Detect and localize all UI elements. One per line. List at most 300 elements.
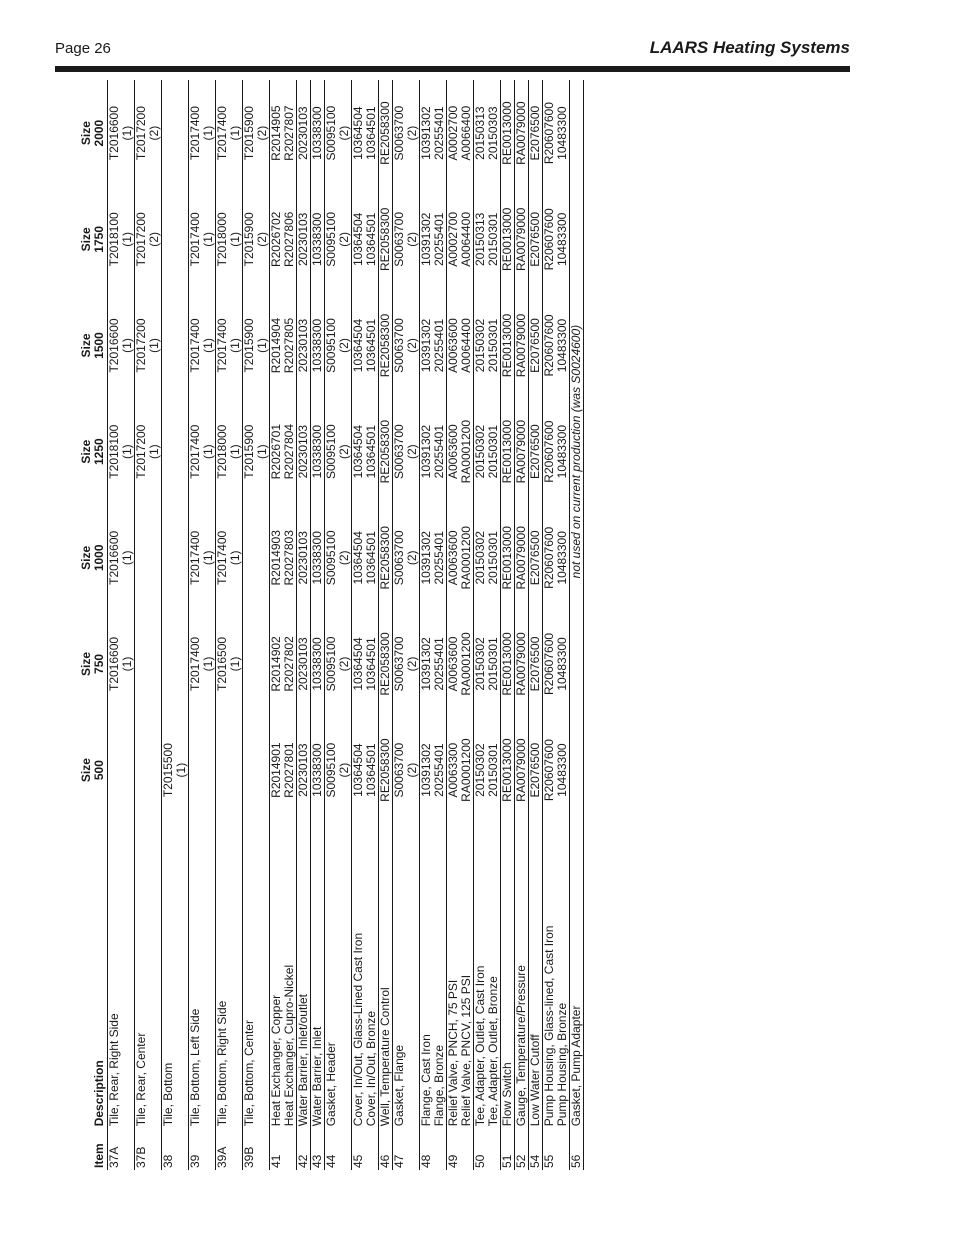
part-number: S0095100 — [324, 318, 338, 373]
part-number: T2018100 — [107, 212, 121, 267]
item-description: Well, Temperature Control — [378, 987, 392, 1127]
part-number: RE2058300 — [378, 313, 392, 378]
table-row — [270, 80, 284, 1170]
item-description: Tile, Bottom, Center — [242, 1020, 256, 1127]
part-number: S0063700 — [392, 424, 406, 480]
item-number: 55 — [542, 1154, 556, 1168]
part-number: A0064400 — [459, 211, 473, 267]
part-number-cell — [216, 80, 243, 186]
part-number: 10364504 — [351, 743, 365, 797]
part-number: RE0013000 — [500, 207, 514, 272]
part-number: 10391302 — [419, 637, 433, 691]
part-number-cell — [216, 611, 243, 717]
table-row — [162, 80, 189, 1170]
part-number: 20230103 — [296, 743, 310, 797]
part-number: T2015500 — [161, 743, 175, 798]
part-number-cell — [311, 399, 325, 505]
part-number: 10364501 — [364, 424, 378, 479]
item-number: 37A — [107, 1146, 121, 1168]
part-number: A0002700 — [446, 105, 460, 161]
part-number-cell — [311, 292, 325, 398]
part-number-cell — [270, 717, 284, 823]
part-number-cell — [189, 186, 216, 292]
part-quantity: (2) — [337, 125, 351, 141]
part-number-cell — [297, 505, 311, 611]
part-number-cell — [501, 399, 515, 505]
part-number-cell — [365, 292, 379, 398]
part-number: T2017200 — [134, 106, 148, 161]
part-quantity: (1) — [120, 444, 134, 459]
part-number: T2016600 — [107, 530, 121, 585]
part-number: RE2058300 — [378, 738, 392, 802]
part-number: RE0013000 — [500, 632, 514, 696]
part-number: T2016500 — [215, 636, 229, 691]
part-number-cell — [216, 399, 243, 505]
part-number-cell — [162, 292, 189, 398]
part-number-cell — [283, 292, 297, 398]
part-number: S0063700 — [392, 211, 406, 267]
part-number: T2017400 — [188, 318, 202, 373]
item-description: Pump Housing, Bronze — [555, 1002, 569, 1127]
header-item: Item — [80, 1128, 108, 1170]
table-row — [189, 80, 216, 1170]
part-number-cell — [460, 399, 474, 505]
part-number-cell — [556, 186, 570, 292]
part-number: R20607600 — [542, 526, 556, 589]
part-number-cell — [352, 611, 366, 717]
table-row — [393, 80, 420, 1170]
part-number: T2017400 — [188, 212, 202, 267]
item-description: Relief Valve, PNCV, 125 PSI — [459, 974, 473, 1127]
table-row — [556, 80, 570, 1170]
part-number-cell — [283, 505, 297, 611]
part-number: R20607600 — [542, 632, 556, 695]
part-number: T2016600 — [107, 636, 121, 691]
size-value: 1250 — [92, 438, 106, 466]
part-number-cell — [325, 292, 352, 398]
part-number-cell — [297, 399, 311, 505]
part-number: 20150302 — [473, 531, 487, 585]
brand-name: LAARS Heating Systems — [649, 38, 850, 57]
part-number-cell — [270, 292, 284, 398]
part-number-cell — [243, 505, 270, 611]
item-number: 44 — [324, 1154, 338, 1168]
part-number-cell — [325, 80, 352, 186]
part-number-cell — [501, 292, 515, 398]
part-number-cell — [420, 186, 434, 292]
part-number-cell — [162, 399, 189, 505]
part-number-cell — [352, 717, 366, 823]
item-description: Flange, Cast Iron — [419, 1034, 433, 1127]
header-size-500 — [80, 717, 108, 823]
part-quantity: (2) — [337, 444, 351, 459]
part-number: S0095100 — [324, 424, 338, 480]
item-number: 37B — [134, 1146, 148, 1168]
part-number: 20150302 — [473, 424, 487, 479]
part-number-cell — [433, 80, 447, 186]
header-size-1750 — [80, 186, 108, 292]
item-number — [556, 1128, 570, 1170]
item-description: Relief Valve, PNCH, 75 PSI — [446, 979, 460, 1127]
part-number: RA0079000 — [514, 313, 528, 378]
part-number-cell — [243, 80, 270, 186]
part-number-cell — [189, 80, 216, 186]
part-number: RE2058300 — [378, 632, 392, 696]
table-row — [447, 80, 461, 1170]
part-number: 20255401 — [432, 318, 446, 373]
part-number: 10364504 — [351, 318, 365, 373]
part-number-cell — [515, 717, 529, 823]
part-quantity: (2) — [405, 656, 419, 672]
part-number-cell — [189, 505, 216, 611]
item-description: Gasket, Flange — [392, 1044, 406, 1127]
part-quantity: (2) — [405, 125, 419, 141]
part-quantity: (1) — [201, 444, 215, 459]
part-number-cell — [515, 399, 529, 505]
part-number-cell — [379, 717, 393, 823]
part-quantity: (1) — [228, 232, 242, 247]
part-number-cell — [365, 186, 379, 292]
item-description: Tile, Bottom, Right Side — [215, 1000, 229, 1127]
item-number: 39A — [215, 1146, 229, 1168]
size-word: Size — [79, 545, 93, 570]
item-description: Tile, Rear, Center — [134, 1032, 148, 1127]
part-number-cell — [352, 505, 366, 611]
part-number: RE2058300 — [378, 101, 392, 165]
part-number: RE0013000 — [500, 526, 514, 590]
item-number: 39B — [242, 1146, 256, 1168]
part-number-cell — [487, 611, 501, 717]
part-number: RA0001200 — [459, 419, 473, 484]
part-number-cell — [283, 80, 297, 186]
part-quantity: (2) — [405, 444, 419, 459]
part-number: 10338300 — [310, 531, 324, 585]
part-number-cell — [460, 80, 474, 186]
header-description: Description — [80, 823, 108, 1128]
part-number-cell — [529, 80, 543, 186]
part-number: T2015900 — [242, 106, 256, 161]
part-number: A0063600 — [446, 530, 460, 586]
item-number: 46 — [378, 1154, 392, 1168]
table-row — [325, 80, 352, 1170]
part-number: RA0079000 — [514, 632, 528, 696]
part-number: E2076500 — [528, 424, 542, 480]
part-number: R2027801 — [282, 742, 296, 798]
part-number-cell — [189, 292, 216, 398]
item-description: Tee, Adapter, Outlet, Bronze — [486, 976, 500, 1127]
part-number: 20150302 — [473, 318, 487, 373]
part-number: 10364504 — [351, 212, 365, 267]
table-row — [543, 80, 557, 1170]
part-number-cell — [243, 186, 270, 292]
part-quantity: (1) — [174, 762, 188, 778]
part-number: R2027806 — [282, 211, 296, 268]
item-number: 56 — [569, 1154, 583, 1168]
part-number-cell — [543, 505, 557, 611]
item-description: Cover, In/Out, Glass-Lined Cast Iron — [351, 932, 365, 1127]
part-quantity: (2) — [337, 656, 351, 672]
part-quantity: (1) — [120, 550, 134, 566]
part-number-cell — [393, 80, 420, 186]
size-word: Size — [79, 758, 93, 783]
part-number-cell — [501, 186, 515, 292]
part-number: R2014902 — [269, 636, 283, 692]
part-number: R20607600 — [542, 314, 556, 377]
item-number: 45 — [351, 1154, 365, 1168]
part-number: RE2058300 — [378, 526, 392, 590]
part-number: 20150301 — [486, 212, 500, 267]
part-number: RA0001200 — [459, 738, 473, 802]
size-word: Size — [79, 651, 93, 676]
part-number-cell — [325, 186, 352, 292]
item-description: Gauge, Temperature/Pressure — [514, 965, 528, 1127]
part-number-cell — [393, 611, 420, 717]
size-word: Size — [79, 333, 93, 358]
part-quantity: (1) — [201, 656, 215, 672]
part-number: 20150301 — [486, 424, 500, 479]
part-number-cell — [379, 611, 393, 717]
part-number-cell — [189, 717, 216, 823]
part-number-cell — [474, 80, 488, 186]
part-number: T2017400 — [188, 424, 202, 479]
part-number-cell — [433, 186, 447, 292]
part-number-cell — [311, 505, 325, 611]
table-row — [474, 80, 488, 1170]
part-number: S0063700 — [392, 530, 406, 586]
part-number-cell — [135, 399, 162, 505]
table-row — [570, 80, 584, 1170]
part-quantity: (2) — [337, 550, 351, 566]
part-number: 10391302 — [419, 743, 433, 797]
header-size-1000 — [80, 505, 108, 611]
part-number-cell — [529, 399, 543, 505]
part-number: S0095100 — [324, 211, 338, 267]
part-quantity: (1) — [255, 444, 269, 459]
part-number: 20150302 — [473, 743, 487, 797]
item-description: Flange, Bronze — [432, 1044, 446, 1127]
part-number: R2014901 — [269, 742, 283, 798]
part-number-cell — [433, 611, 447, 717]
part-number: 10338300 — [310, 424, 324, 479]
part-quantity: (1) — [228, 550, 242, 566]
table-row — [420, 80, 434, 1170]
part-number: 20230103 — [296, 106, 310, 160]
part-number: T2017400 — [215, 318, 229, 373]
part-number-cell — [447, 80, 461, 186]
item-description: Water Barrier, Inlet/outlet — [296, 994, 310, 1127]
part-number-cell — [474, 186, 488, 292]
part-number-cell — [270, 505, 284, 611]
part-number-cell — [433, 292, 447, 398]
part-number-cell — [311, 80, 325, 186]
part-quantity: (2) — [337, 762, 351, 778]
part-number-cell — [515, 505, 529, 611]
part-number-cell — [487, 717, 501, 823]
part-number: A0002700 — [446, 211, 460, 267]
part-number: T2015900 — [242, 212, 256, 267]
part-number-cell — [379, 399, 393, 505]
part-number-cell — [189, 611, 216, 717]
part-number: RE0013000 — [500, 101, 514, 165]
part-number: 20150313 — [473, 106, 487, 160]
part-number: E2076500 — [528, 105, 542, 161]
item-description: Tee, Adapter, Outlet, Cast Iron — [473, 965, 487, 1127]
part-number-cell — [297, 80, 311, 186]
item-number: 38 — [161, 1154, 175, 1168]
part-number-cell — [135, 186, 162, 292]
part-number-cell — [433, 717, 447, 823]
part-number: 20230103 — [296, 531, 310, 585]
part-quantity: (1) — [120, 232, 134, 247]
part-number-cell — [529, 505, 543, 611]
header-size-750 — [80, 611, 108, 717]
part-number-cell — [365, 717, 379, 823]
part-number-cell — [393, 292, 420, 398]
part-number-cell — [543, 80, 557, 186]
part-number: T2018000 — [215, 424, 229, 479]
part-number-cell — [243, 292, 270, 398]
part-number-cell — [501, 717, 515, 823]
item-description: Heat Exchanger, Copper — [269, 994, 283, 1127]
part-number-cell — [420, 717, 434, 823]
part-number-cell — [515, 292, 529, 398]
part-number: T2017400 — [215, 530, 229, 585]
part-number: R20607600 — [542, 420, 556, 483]
header-size-1500 — [80, 292, 108, 398]
part-number: RA0079000 — [514, 526, 528, 590]
part-number-cell — [283, 717, 297, 823]
table-row — [311, 80, 325, 1170]
part-number-cell — [135, 80, 162, 186]
part-number-cell — [108, 186, 135, 292]
part-number: 20150302 — [473, 637, 487, 691]
table-header-row — [80, 80, 108, 1170]
part-number-cell — [543, 292, 557, 398]
part-quantity: (2) — [405, 338, 419, 353]
part-number-cell — [529, 186, 543, 292]
part-number: T2017200 — [134, 212, 148, 267]
part-number: RE2058300 — [378, 419, 392, 484]
part-number-cell — [556, 80, 570, 186]
part-number-cell — [108, 717, 135, 823]
part-number: 10338300 — [310, 106, 324, 160]
part-number: R2014905 — [269, 105, 283, 161]
part-number-cell — [135, 505, 162, 611]
table-row — [515, 80, 529, 1170]
part-number-cell — [365, 80, 379, 186]
part-number: T2017400 — [215, 106, 229, 161]
part-number-cell — [379, 505, 393, 611]
part-number-cell — [162, 505, 189, 611]
item-number: 42 — [296, 1154, 310, 1168]
part-number: 20255401 — [432, 531, 446, 585]
part-number-cell — [216, 186, 243, 292]
part-quantity: (1) — [201, 338, 215, 353]
part-number-cell — [311, 611, 325, 717]
part-number: RA0001200 — [459, 632, 473, 696]
part-number-cell — [447, 611, 461, 717]
part-number: 20255401 — [432, 424, 446, 479]
part-number-cell — [420, 399, 434, 505]
part-number-cell — [352, 292, 366, 398]
item-number — [283, 1128, 297, 1170]
part-number-cell — [447, 717, 461, 823]
part-number: A0063300 — [446, 742, 460, 798]
part-number: R2026702 — [269, 211, 283, 268]
table-row — [365, 80, 379, 1170]
part-number-cell — [108, 80, 135, 186]
part-number: S0095100 — [324, 742, 338, 798]
part-number-cell — [474, 505, 488, 611]
part-quantity: (2) — [337, 232, 351, 247]
part-number: T2017400 — [188, 530, 202, 585]
item-number: 50 — [473, 1154, 487, 1168]
part-number: 10483300 — [555, 637, 569, 691]
part-number-cell — [108, 611, 135, 717]
part-number-cell — [460, 505, 474, 611]
part-number-cell — [393, 186, 420, 292]
item-number — [433, 1128, 447, 1170]
parts-table — [80, 80, 584, 1170]
part-quantity: (2) — [405, 550, 419, 566]
part-number: R20607600 — [542, 208, 556, 271]
part-number: RA0079000 — [514, 738, 528, 802]
part-quantity: (1) — [201, 125, 215, 141]
part-number: R20607600 — [542, 102, 556, 165]
part-number-cell — [108, 399, 135, 505]
part-number-cell — [393, 717, 420, 823]
part-number: T2018000 — [215, 212, 229, 267]
part-number: 10338300 — [310, 743, 324, 797]
part-number: 20150301 — [486, 743, 500, 797]
part-number: S0063700 — [392, 636, 406, 692]
part-number-cell — [325, 611, 352, 717]
part-number-cell — [297, 292, 311, 398]
part-number: 20255401 — [432, 637, 446, 691]
part-number: R2027804 — [282, 423, 296, 480]
part-number: E2076500 — [528, 636, 542, 692]
size-value: 1000 — [92, 544, 106, 572]
header-size-1250 — [80, 399, 108, 505]
table-row — [243, 80, 270, 1170]
part-quantity: (2) — [255, 125, 269, 141]
part-number: 10338300 — [310, 212, 324, 267]
item-description: Tile, Bottom, Left Side — [188, 1008, 202, 1127]
item-number: 49 — [446, 1154, 460, 1168]
size-word: Size — [79, 227, 93, 252]
part-number: S0063700 — [392, 318, 406, 373]
part-number-cell — [325, 399, 352, 505]
part-number: 10391302 — [419, 531, 433, 585]
part-number-cell — [487, 80, 501, 186]
part-number-cell — [393, 399, 420, 505]
part-number: RE0013000 — [500, 313, 514, 378]
part-number: 10364501 — [364, 212, 378, 267]
part-number-cell — [297, 717, 311, 823]
part-number-cell — [447, 399, 461, 505]
part-number: T2016600 — [107, 106, 121, 161]
part-quantity: (1) — [147, 444, 161, 459]
item-number: 52 — [514, 1154, 528, 1168]
part-number-cell — [243, 399, 270, 505]
part-number-cell — [243, 717, 270, 823]
part-number-cell — [393, 505, 420, 611]
part-number: S0095100 — [324, 636, 338, 692]
part-number: 20150303 — [486, 106, 500, 160]
part-number: RE0013000 — [500, 419, 514, 484]
part-number: 10483300 — [555, 318, 569, 373]
part-number: 10338300 — [310, 637, 324, 691]
